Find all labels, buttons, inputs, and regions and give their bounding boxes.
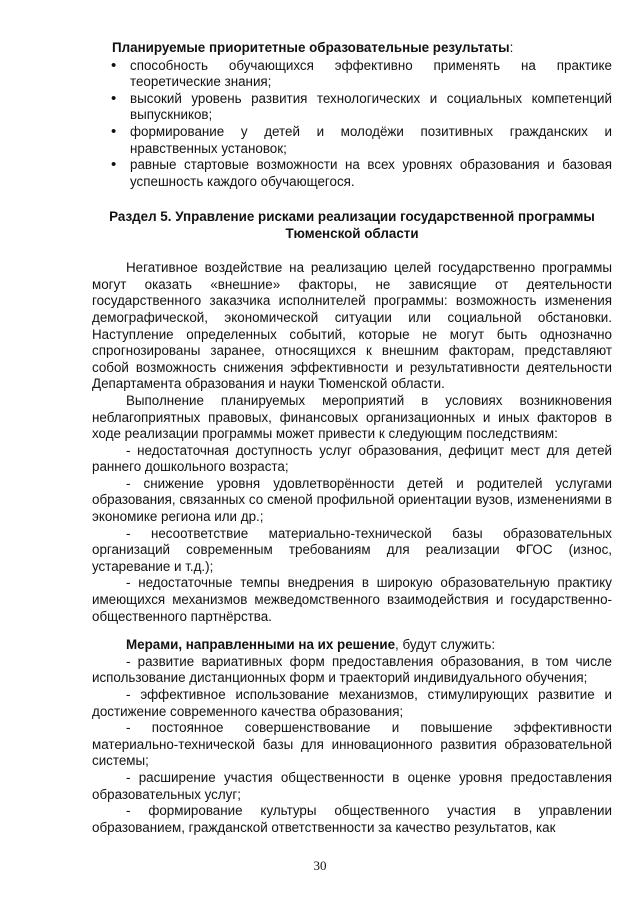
results-heading	[112, 40, 612, 57]
measures-intro-bold: Мерами, направленными на их решение	[126, 637, 396, 653]
measure-item: - развитие вариативных форм предоставления образования, в том числе использование дистанционных форм и траекторий индивидуального обучения;	[92, 653, 612, 686]
results-list-item: • равные стартовые возможности на всех уровнях образования и базовая успешность каждого обучающегося.	[92, 157, 612, 190]
results-list-item: • способность обучающихся эффективно применять на практике теоретические знания;	[92, 58, 612, 91]
section-title-line-2: Тюменской области	[285, 225, 419, 241]
page-number: 30	[313, 858, 327, 873]
measure-item: - формирование культуры общественного участия в управлении образованием, гражданской ответственности за качество результатов, как	[92, 803, 612, 835]
paragraph-consequences-intro: Выполнение планируемых мероприятий в условиях возникновения неблагоприятных правовых, финансовых организационных и иных факторов в ходе реализации программы может привести к следующим последствиям:	[92, 392, 612, 442]
section-title	[92, 209, 612, 242]
results-list-item: • формирование у детей и молодёжи позитивных гражданских и нравственных установок;	[92, 124, 612, 157]
measures-intro-rest: , будут служить:	[395, 637, 496, 653]
measure-item: - расширение участия общественности в оценке уровня предоставления образовательных услуг;	[92, 769, 612, 802]
risk-item: - несоответствие материально-технической базы образовательных организаций современным требованиям для реализации ФГОС (износ, устаревание и т.д.);	[92, 525, 612, 574]
section-title-line-1: Раздел 5. Управление рисками реализации государственной программы	[109, 209, 595, 225]
risk-item: - снижение уровня удовлетворённости детей и родителей услугами образования, связанных со сменой профильной ориентации вузов, изменениями в экономике региона или др.;	[92, 475, 612, 525]
measure-item: - эффективное использование механизмов, стимулирующих развитие и достижение современного качества образования;	[92, 687, 612, 719]
paragraph-gap	[92, 625, 612, 637]
measure-item: - постоянное совершенствование и повышение эффективности материально-технической базы для инновационного развития образовательной системы;	[92, 720, 612, 769]
risk-item: - недостаточная доступность услуг образования, дефицит мест для детей раннего дошкольного возраста;	[92, 442, 612, 475]
results-heading-text: Планируемые приоритетные образовательные результаты	[112, 40, 510, 55]
results-list	[92, 58, 612, 191]
risk-item: - недостаточные темпы внедрения в широкую образовательную практику имеющихся механизмов межведомственного взаимодействия и государственно-общественного партнёрства.	[92, 575, 612, 624]
results-list-item: • высокий уровень развития технологических и социальных компетенций выпускников;	[92, 91, 612, 124]
results-heading-colon: :	[509, 40, 514, 55]
page-content	[92, 40, 612, 836]
paragraph-external-factors: Негативное воздействие на реализацию целей государственно программы могут оказать «внешние» факторы, не зависящие от деятельности государственного заказчика исполнителей программы: возможность изменения демографической, экономической ситуации или социальной обстановки. Наступление определенных событий, которые не могут быть однозначно спрогнозированы заранее, относящихся к внешним факторам, представляют собой возможность снижения эффективности и результативности деятельности Департамента образования и науки Тюменской области.	[92, 260, 612, 392]
measures-intro	[92, 637, 612, 654]
